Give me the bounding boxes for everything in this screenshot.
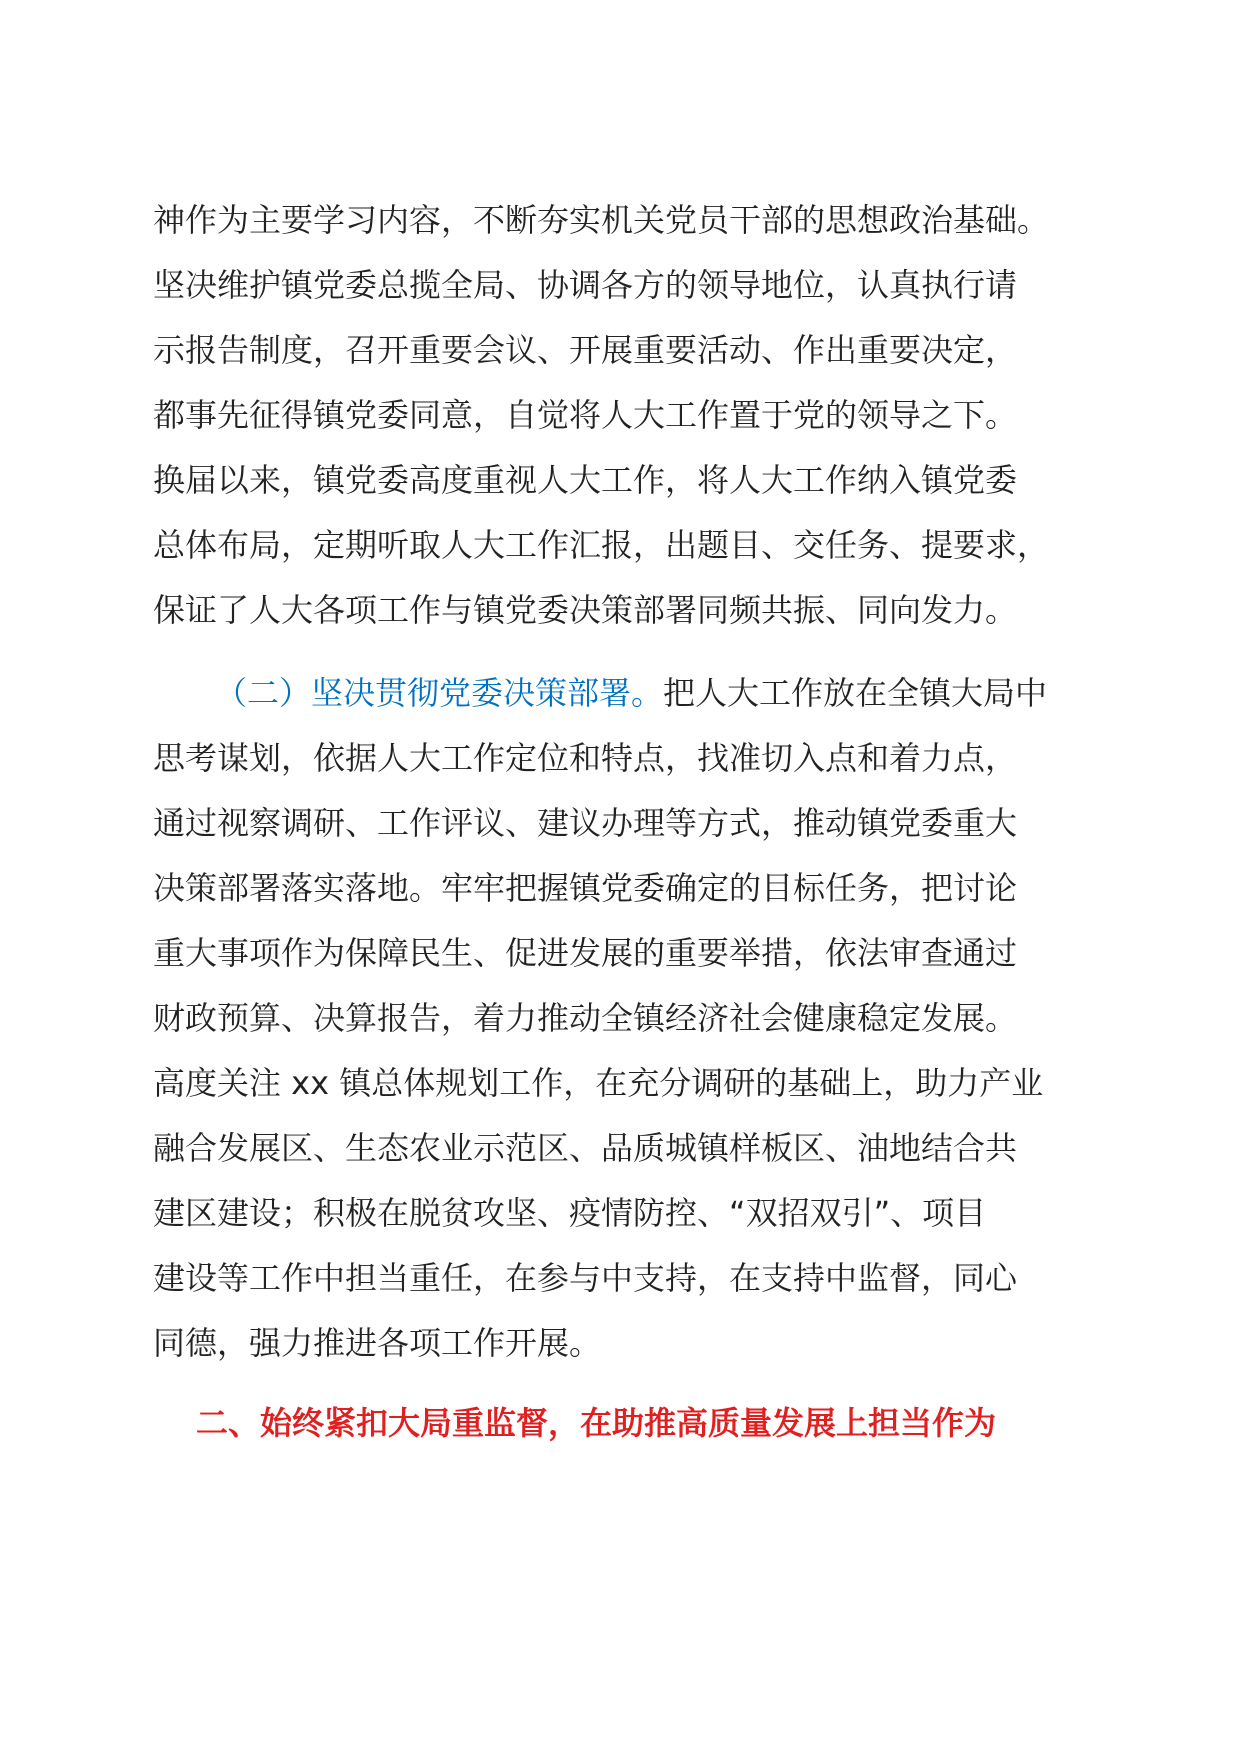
document-body <box>153 188 1118 1456</box>
paragraph-implement-decisions <box>153 661 1118 1376</box>
text-line: 同德，强力推进各项工作开展。 <box>153 1324 602 1362</box>
text-line: 通过视察调研、工作评议、建议办理等方式，推动镇党委重大 <box>153 804 1018 842</box>
text-line: 坚决维护镇党委总揽全局、协调各方的领导地位，认真执行请 <box>153 266 1018 304</box>
text-line: 建区建设；积极在脱贫攻坚、疫情防控、“双招双引”、项目 <box>153 1194 987 1232</box>
text-line: 决策部署落实落地。牢牢把握镇党委确定的目标任务，把讨论 <box>153 869 1018 907</box>
section-heading: 二、始终紧扣大局重监督，在助推高质量发展上担当作为 <box>196 1404 997 1442</box>
text-line-first-rest: 把人大工作放在全镇大局中 <box>663 674 1048 712</box>
text-line: 神作为主要学习内容，不断夯实机关党员干部的思想政治基础。 <box>153 201 1050 239</box>
paragraph-party-leadership <box>153 188 1118 643</box>
text-line: 总体布局，定期听取人大工作汇报，出题目、交任务、提要求， <box>153 526 1050 564</box>
text-line: 示报告制度，召开重要会议、开展重要活动、作出重要决定， <box>153 331 1018 369</box>
text-line: 融合发展区、生态农业示范区、品质城镇样板区、油地结合共 <box>153 1129 1018 1167</box>
text-line: 换届以来，镇党委高度重视人大工作，将人大工作纳入镇党委 <box>153 461 1018 499</box>
text-line: 都事先征得镇党委同意，自觉将人大工作置于党的领导之下。 <box>153 396 1018 434</box>
text-line: 保证了人大各项工作与镇党委决策部署同频共振、同向发力。 <box>153 591 1018 629</box>
text-line: 重大事项作为保障民生、促进发展的重要举措，依法审查通过 <box>153 934 1018 972</box>
text-line: 建设等工作中担当重任，在参与中支持，在支持中监督，同心 <box>153 1259 1018 1297</box>
text-line: 思考谋划，依据人大工作定位和特点，找准切入点和着力点， <box>153 739 1018 777</box>
text-line: 高度关注 xx 镇总体规划工作，在充分调研的基础上，助力产业 <box>153 1064 1044 1102</box>
text-line: 财政预算、决算报告，着力推动全镇经济社会健康稳定发展。 <box>153 999 1018 1037</box>
subheading-implement-decisions: （二）坚决贯彻党委决策部署。 <box>215 674 664 712</box>
text-line-first <box>153 661 1118 726</box>
